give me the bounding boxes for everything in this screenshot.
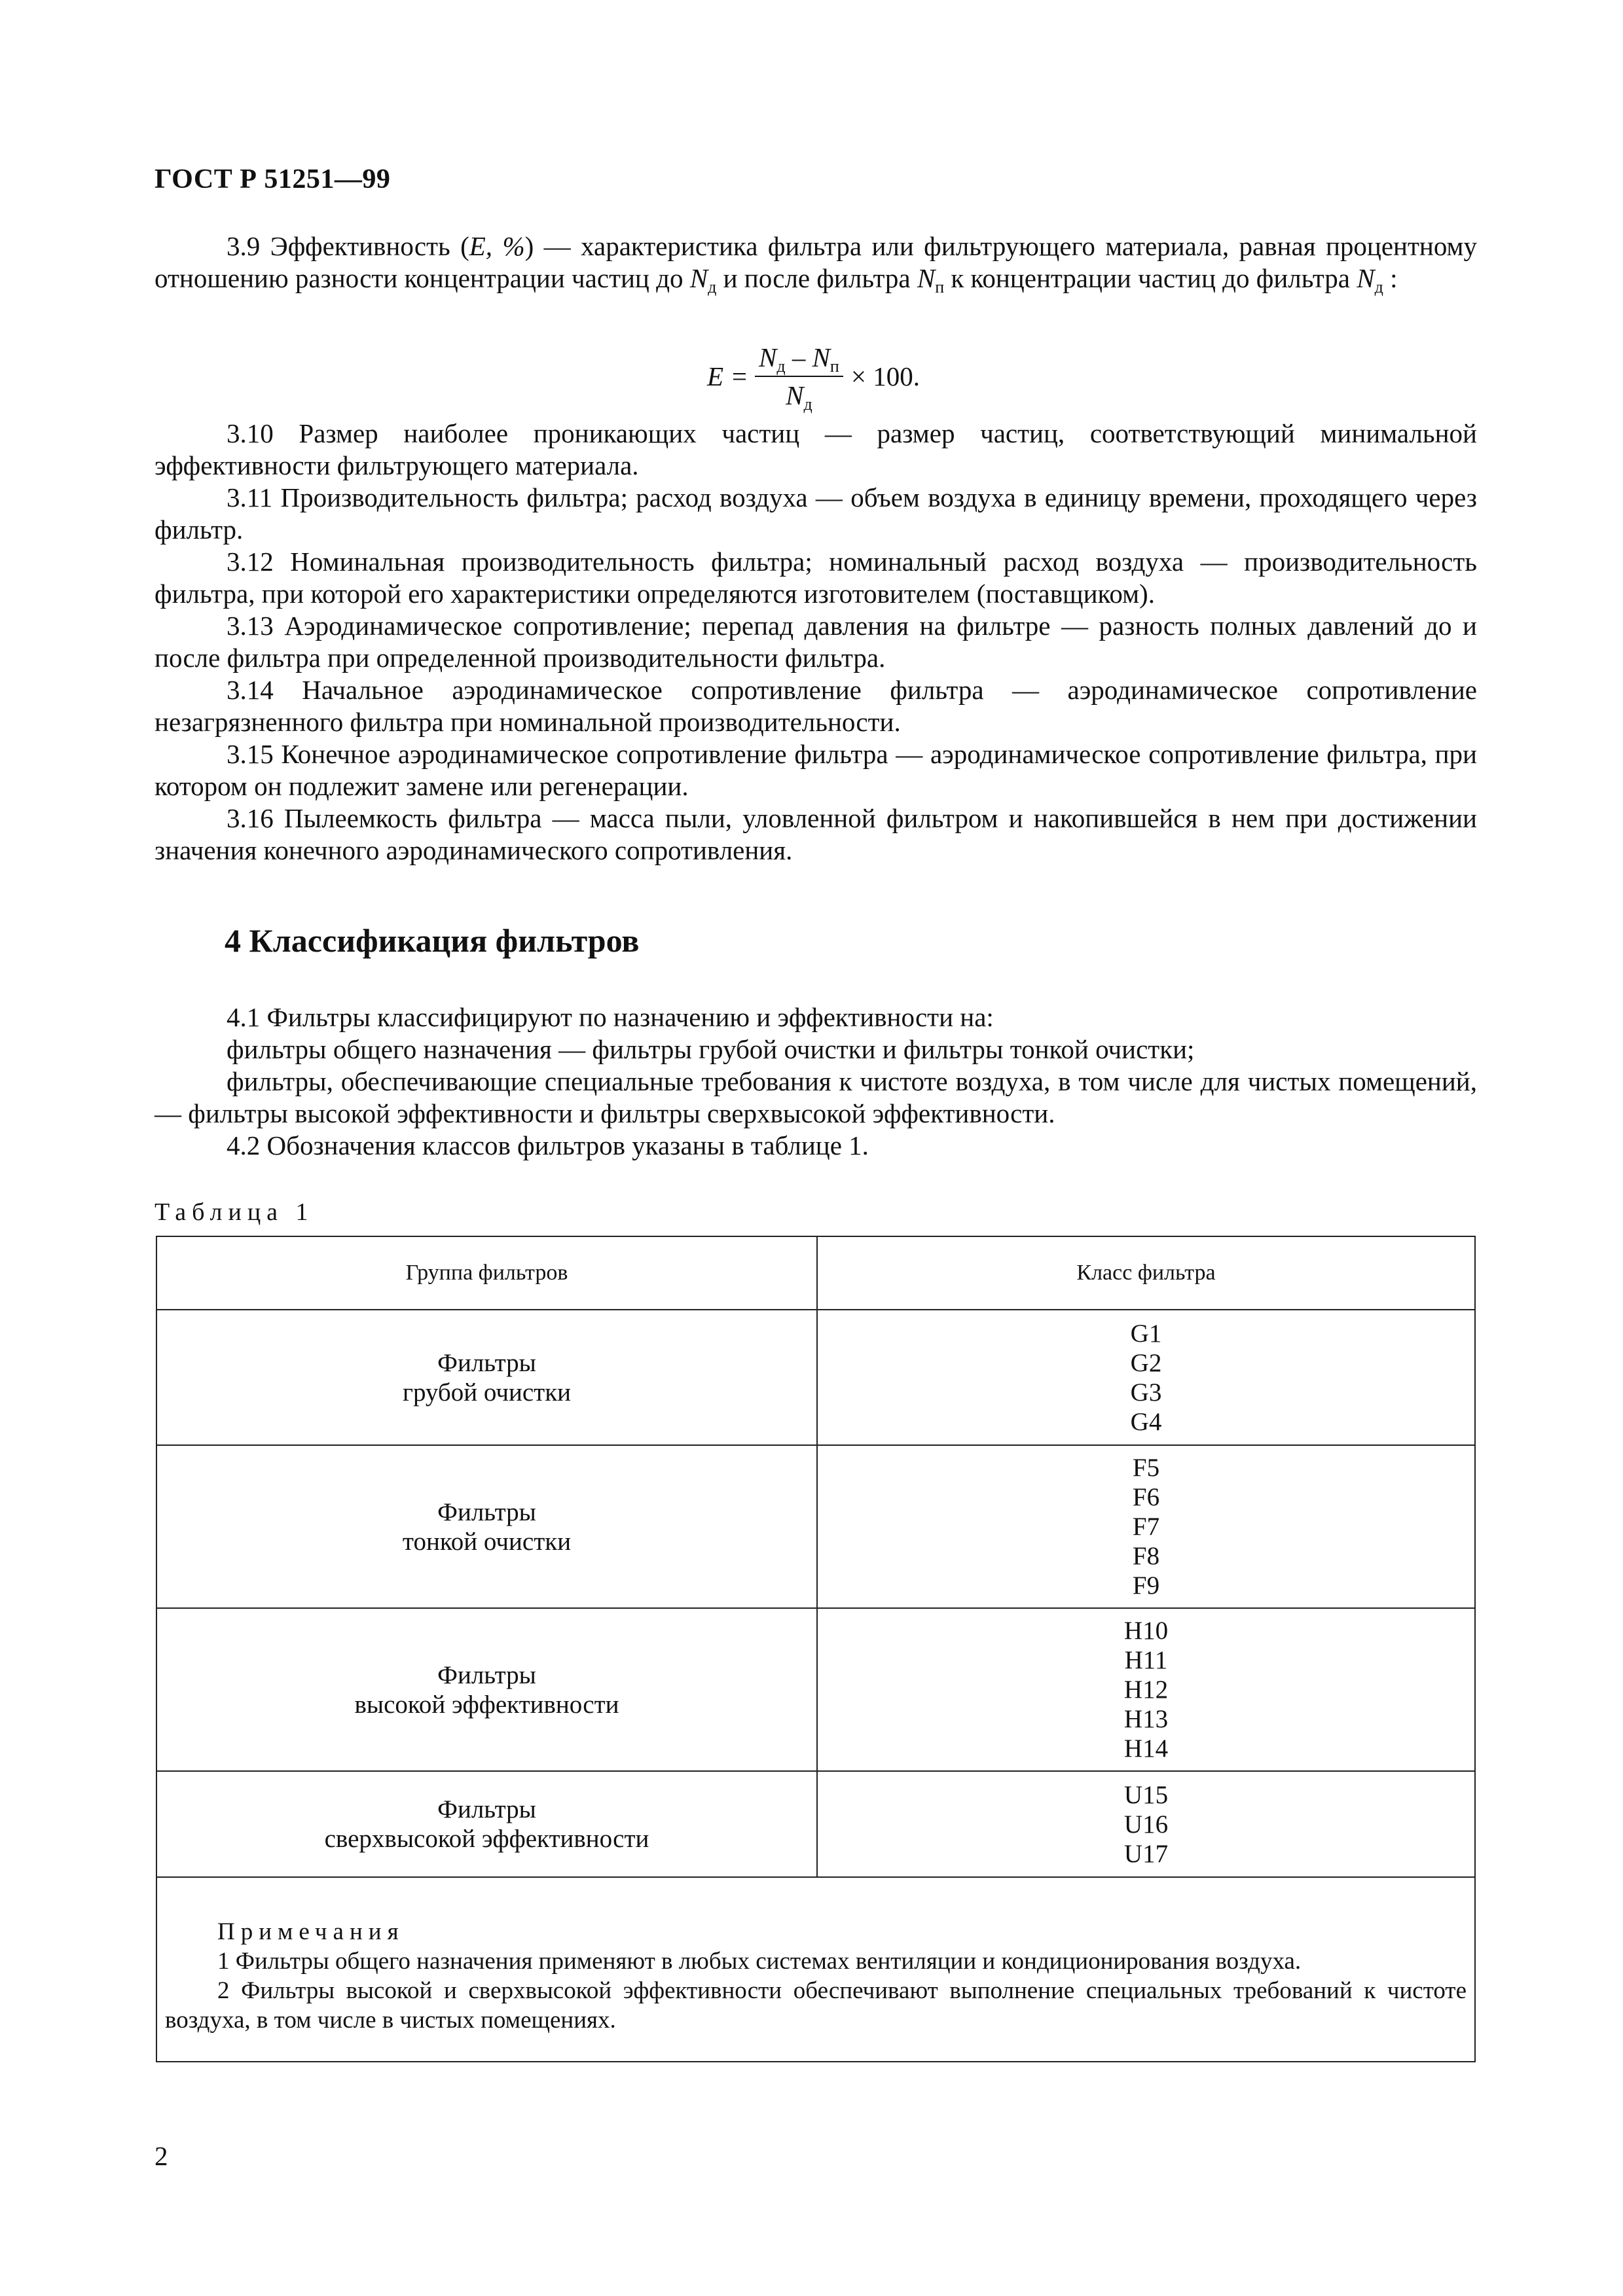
paragraph-special: фильтры, обеспечивающие специальные требования к чистоте воздуха, в том числе для чистых помещений, — фильтры высокой эффективности и фильтры сверхвысокой эффективности. xyxy=(155,1066,1477,1128)
paragraph-4-2: 4.2 Обозначения классов фильтров указаны в таблице 1. xyxy=(227,1130,869,1160)
group-cell: Фильтры сверхвысокой эффективности xyxy=(157,1772,818,1876)
class-cell: H10 H11 H12 H13 H14 xyxy=(1123,1617,1169,1763)
column-header: Группа фильтров xyxy=(157,1237,818,1309)
definition-3-13: 3.13 Аэродинамическое сопротивление; перепад давления на фильтре — разность полных давлений до и после фильтра при определенной производительности фильтра. xyxy=(155,611,1477,673)
definition-3-9: 3.9 Эффективность (E, %) — характеристика фильтра или фильтрующего материала, равная процентному отношению разности концентрации частиц до $N_д$ и после фильтра $N_п$ к концентрации частиц до фильтра $N_д$ : xyxy=(155,231,1477,296)
definitions-list xyxy=(155,418,1477,867)
table-row xyxy=(157,1609,1474,1772)
table-row xyxy=(157,1310,1474,1446)
definition-3-16: 3.16 Пылеемкость фильтра — масса пыли, уловленной фильтром и накопившейся в нем при достижении значения конечного аэродинамического сопротивления. xyxy=(155,803,1477,865)
note-2: 2 Фильтры высокой и сверхвысокой эффективности обеспечивают выполнение специальных требований к чистоте воздуха, в том числе в чистых помещениях. xyxy=(165,1977,1467,2034)
definition-3-12: 3.12 Номинальная производительность фильтра; номинальный расход воздуха — производительность фильтра, при которой его характеристики определяются изготовителем (поставщиком). xyxy=(155,547,1477,609)
column-header: Класс фильтра xyxy=(1076,1261,1216,1285)
class-cell: F5 F6 F7 F8 F9 xyxy=(1132,1454,1160,1600)
class-cell: G1 G2 G3 G4 xyxy=(1130,1319,1162,1436)
definition-3-11: 3.11 Производительность фильтра; расход воздуха — объем воздуха в единицу времени, проходящего через фильтр. xyxy=(155,482,1477,545)
table-header-row xyxy=(157,1237,1474,1310)
definition-3-14: 3.14 Начальное аэродинамическое сопротивление фильтра — аэродинамическое сопротивление незагрязненного фильтра при номинальной производительности. xyxy=(155,675,1477,737)
page-number: 2 xyxy=(155,2141,168,2171)
definition-3-15: 3.15 Конечное аэродинамическое сопротивление фильтра — аэродинамическое сопротивление фильтра, при котором он подлежит замене или регенерации. xyxy=(155,739,1477,801)
filter-class-table xyxy=(156,1236,1476,2062)
group-cell: Фильтры высокой эффективности xyxy=(157,1609,818,1770)
efficiency-formula: E = $\frac{N_д - N_п}{N_д}$ × 100. xyxy=(707,342,920,414)
table-row xyxy=(157,1772,1474,1878)
table-notes xyxy=(157,1878,1474,2061)
document-header: ГОСТ Р 51251—99 xyxy=(155,164,391,194)
notes-title: Примечания xyxy=(217,1918,405,1945)
definition-3-10: 3.10 Размер наиболее проникающих частиц — размер частиц, соответствующий минимальной эффективности фильтрующего материала. xyxy=(155,418,1477,480)
section-heading: 4 Классификация фильтров xyxy=(225,922,640,959)
class-cell: U15 U16 U17 xyxy=(1123,1780,1169,1868)
paragraph-general: фильтры общего назначения — фильтры грубой очистки и фильтры тонкой очистки; xyxy=(227,1034,1195,1064)
section4-text xyxy=(155,1001,1477,1162)
table-caption: Таблица 1 xyxy=(155,1198,314,1226)
paragraph-4-1: 4.1 Фильтры классифицируют по назначению и эффективности на: xyxy=(227,1002,994,1032)
table-row xyxy=(157,1446,1474,1609)
note-1: 1 Фильтры общего назначения применяют в любых системах вентиляции и кондиционирования воздуха. xyxy=(217,1948,1302,1975)
group-cell: Фильтры тонкой очистки xyxy=(157,1446,818,1607)
group-cell: Фильтры грубой очистки xyxy=(157,1310,818,1444)
